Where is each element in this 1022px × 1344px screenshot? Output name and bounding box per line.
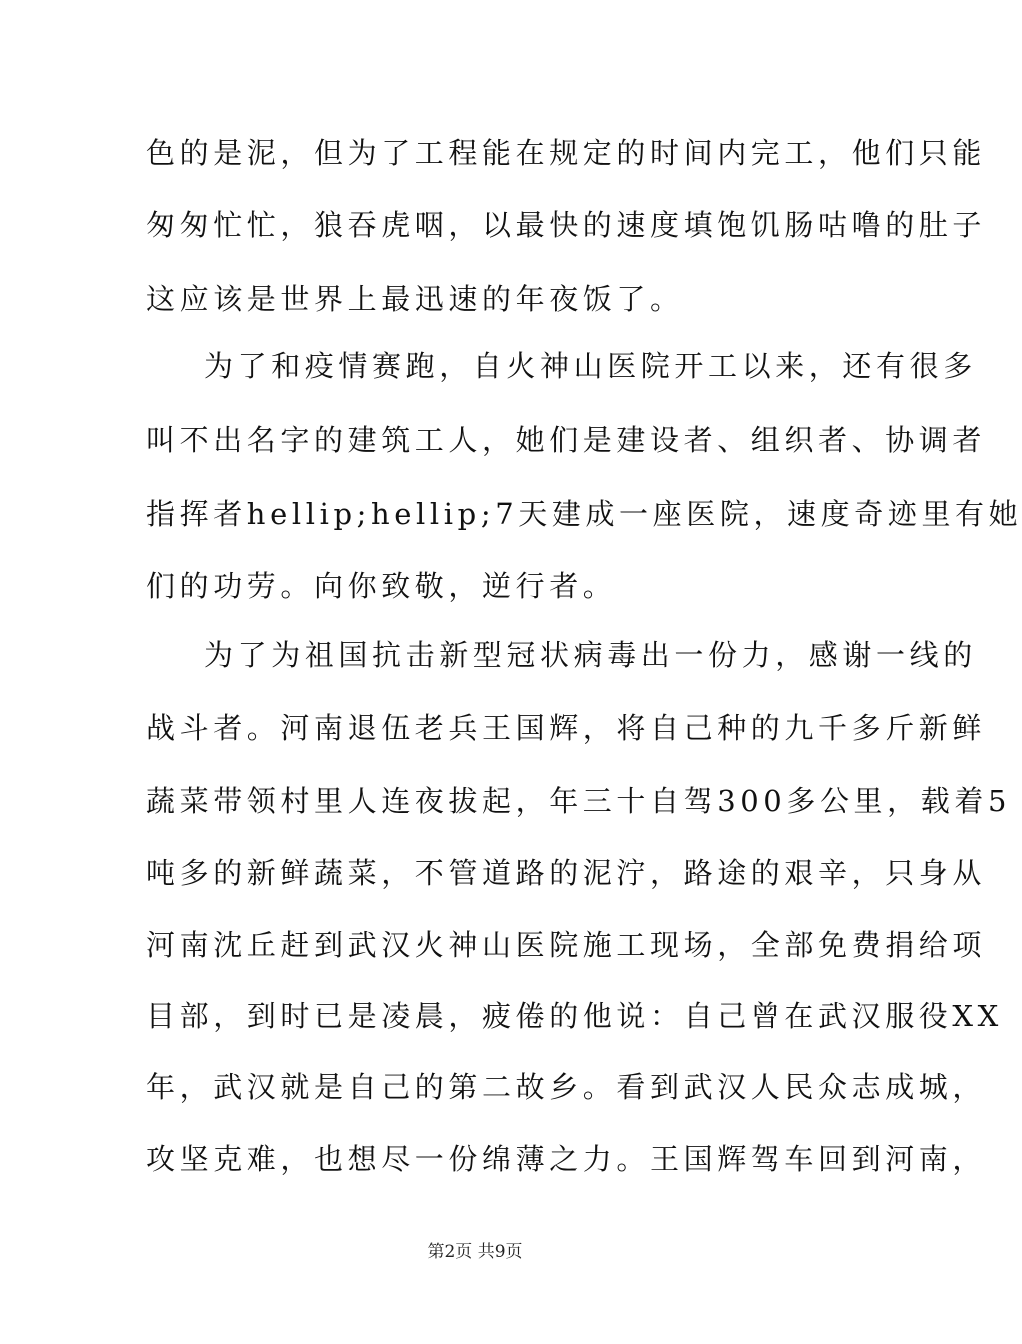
paragraph-line: 河南沈丘赶到武汉火神山医院施工现场，全部免费捐给项 — [146, 928, 987, 962]
paragraph-line: 战斗者。河南退伍老兵王国辉，将自己种的九千多斤新鲜 — [146, 711, 987, 745]
paragraph-line: 匆匆忙忙，狼吞虎咽，以最快的速度填饱饥肠咕噜的肚子 — [146, 208, 987, 242]
paragraph-line: 叫不出名字的建筑工人，她们是建设者、组织者、协调者 — [146, 423, 987, 457]
paragraph-line: 指挥者hellip;hellip;7天建成一座医院，速度奇迹里有她 — [146, 497, 1022, 531]
paragraph-line: 年，武汉就是自己的第二故乡。看到武汉人民众志成城， — [146, 1070, 987, 1104]
paragraph-line: 吨多的新鲜蔬菜，不管道路的泥泞，路途的艰辛，只身从 — [146, 856, 987, 890]
paragraph-line: 目部，到时已是凌晨，疲倦的他说：自己曾在武汉服役XX — [146, 999, 1003, 1033]
paragraph-line: 蔬菜带领村里人连夜拔起，年三十自驾300多公里，载着5 — [146, 784, 1012, 818]
paragraph-line: 为了为祖国抗击新型冠状病毒出一份力，感谢一线的 — [204, 638, 977, 672]
page-number-footer: 第2页 共9页 — [427, 1242, 523, 1262]
paragraph-line: 这应该是世界上最迅速的年夜饭了。 — [146, 282, 684, 316]
paragraph-line: 们的功劳。向你致敬，逆行者。 — [146, 569, 617, 603]
paragraph-line: 为了和疫情赛跑，自火神山医院开工以来，还有很多 — [204, 349, 977, 383]
paragraph-line: 色的是泥，但为了工程能在规定的时间内完工，他们只能 — [146, 136, 987, 170]
paragraph-line: 攻坚克难，也想尽一份绵薄之力。王国辉驾车回到河南， — [146, 1142, 987, 1176]
